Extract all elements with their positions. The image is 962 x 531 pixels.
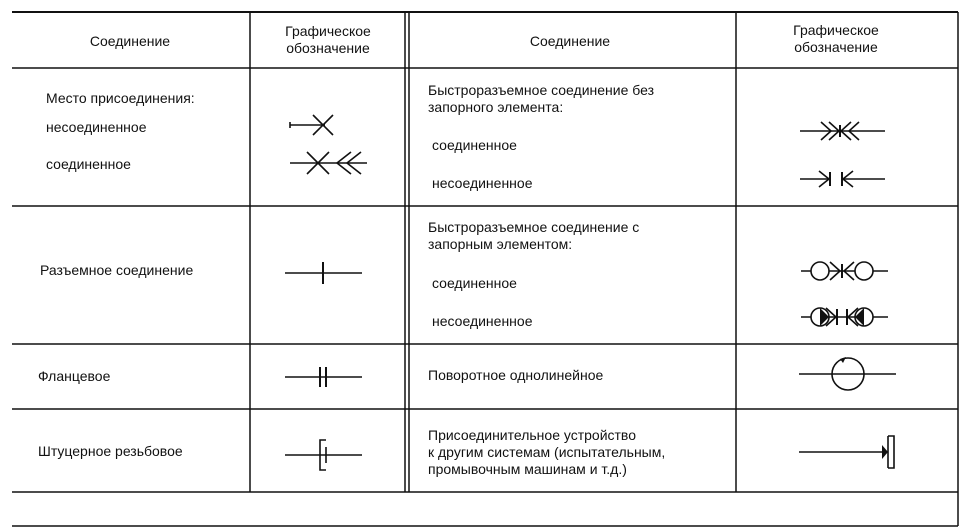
row2-right-title: Быстроразъемное соединение с запорным элементом: [428,219,640,252]
header-connection-right: Соединение [529,33,611,49]
row1-left-title: Место присоединения: [46,90,195,106]
row3-left-title: Фланцевое [38,368,111,384]
connection-point-connected-icon [285,148,375,178]
row1-left-item-unconnected: несоединенное [46,119,147,135]
row3-right-title: Поворотное однолинейное [428,367,604,383]
row4-right-title: Присоединительное устройство к другим системам (испытательным, промывочным машинам и т.д.) [428,427,666,477]
header-connection-left: Соединение [89,33,171,49]
rotary-single-line-icon [796,354,901,394]
row2-left-title: Разъемное соединение [40,262,194,278]
flange-connection-icon [282,362,367,392]
row2-right-item-unconnected: несоединенное [432,313,533,329]
detachable-connection-icon [282,258,367,288]
quick-disconnect-connected-icon [795,118,890,144]
quick-disconnect-valve-unconnected-icon [798,301,893,333]
quick-disconnect-valve-connected-icon [798,256,893,286]
quick-disconnect-unconnected-icon [795,166,890,192]
header-graphic-right: Графическое обозначение [793,22,879,55]
connection-point-unconnected-icon [285,112,345,140]
header-graphic-left: Графическое обозначение [285,23,371,56]
threaded-fitting-icon [282,435,367,475]
row1-right-item-unconnected: несоединенное [432,175,533,191]
external-system-connector-icon [796,432,906,472]
row1-right-item-connected: соединенное [432,137,517,153]
row4-left-title: Штуцерное резьбовое [38,443,183,459]
row1-right-title: Быстроразъемное соединение без запорного элемента: [428,82,655,115]
row1-left-item-connected: соединенное [46,156,131,172]
row2-right-item-connected: соединенное [432,275,517,291]
